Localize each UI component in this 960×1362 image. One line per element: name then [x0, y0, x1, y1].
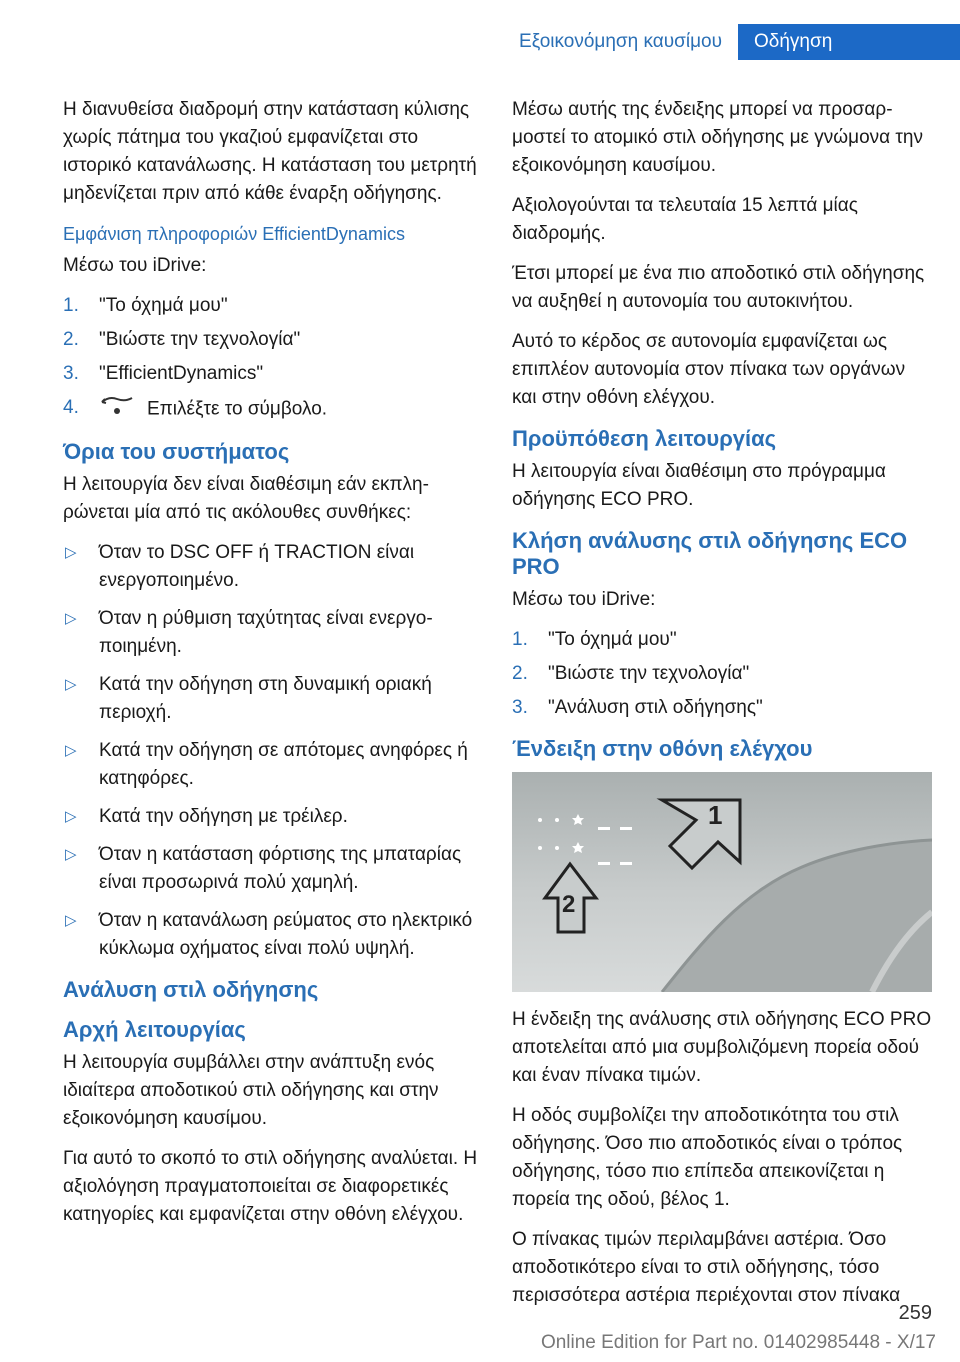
- section-tab: Εξοικονόμηση καυσίμου: [470, 24, 738, 60]
- heading-operating-principle: Αρχή λειτουργίας: [63, 1017, 246, 1042]
- condition-item: ▷ Όταν το DSC OFF ή TRACTION είναι ενεργοποιημένο.: [63, 539, 478, 595]
- step-number: 1.: [512, 629, 528, 650]
- step-number: 3.: [63, 363, 79, 384]
- heading-system-limits: Όρια του συστήματος: [63, 439, 290, 464]
- heading-prerequisite: Προϋπόθεση λειτουργίας: [512, 426, 777, 451]
- triangle-bullet-icon: ▷: [65, 808, 77, 825]
- paragraph-4: Αυτό το κέρδος σε αυτονομία εμφανίζεται ως επιπλέον αυτονομία στον πίνακα των οργάνων και στην οθόνη ελέγχου.: [512, 331, 906, 408]
- heading-driving-style-analysis: Ανάλυση στιλ οδήγησης: [63, 977, 319, 1002]
- arrow-2-label: 2: [562, 891, 576, 918]
- triangle-bullet-icon: ▷: [65, 912, 77, 929]
- step-item: [512, 626, 932, 654]
- paragraph-1: Μέσω αυτής της ένδειξης μπορεί να προσαρμοστεί το ατομικό στιλ οδήγησης με γνώμονα την εξοικονόμηση καυσίμου.: [512, 99, 923, 176]
- right-column: [512, 96, 932, 1322]
- triangle-bullet-icon: ▷: [65, 610, 77, 627]
- step-text: "Βιώστε την τεχνολογία": [99, 329, 301, 350]
- edition-footer: Online Edition for Part no. 01402985448 - X/17: [540, 1332, 936, 1353]
- step-number: 1.: [63, 295, 79, 316]
- triangle-bullet-icon: ▷: [65, 676, 77, 693]
- paragraph-7: Ο πίνακας τιμών περιλαμβάνει αστέρια. Όσο αποδοτικότερο είναι το στιλ οδήγησης, τόσο περισσότερα αστέρια περιέχονται στον πίνακα: [512, 1229, 901, 1306]
- triangle-bullet-icon: ▷: [65, 846, 77, 863]
- step-number: 2.: [63, 329, 79, 350]
- condition-item: ▷ Όταν η κατάσταση φόρτισης της μπαταρίας είναι προσωρινά πολύ χαμηλή.: [63, 841, 478, 897]
- step-item: [512, 660, 932, 688]
- step-item: [63, 394, 478, 425]
- steps-list: [63, 292, 478, 425]
- heading-call-analysis: Κλήση ανάλυσης στιλ οδήγησης ECO PRO: [512, 528, 908, 579]
- paragraph-2: Αξιολογούνται τα τελευταία 15 λεπτά μίας διαδρομής.: [512, 195, 858, 244]
- eco-pro-display-figure: [512, 772, 932, 992]
- condition-item: ▷ Κατά την οδήγηση σε απότομες ανηφόρες ή κατηφόρες.: [63, 737, 478, 793]
- step-text: "Το όχημά μου": [99, 295, 228, 316]
- principle-paragraph-2: Για αυτό το σκοπό το στιλ οδήγησης αναλύεται. Η αξιολόγηση πραγματοποιείται σε διαφορετικές κατηγορίες και εμφανίζεται στην οθόνη ελέγχου.: [63, 1148, 478, 1225]
- triangle-bullet-icon: ▷: [65, 544, 77, 561]
- limits-intro: Η λειτουργία δεν είναι διαθέσιμη εάν εκπληρώνεται μία από τις ακόλουθες συνθήκες:: [63, 474, 429, 523]
- triangle-bullet-icon: ▷: [65, 742, 77, 759]
- prerequisite-text: Η λειτουργία είναι διαθέσιμη στο πρόγραμμα οδήγησης ECO PRO.: [512, 461, 886, 510]
- step-text: "Βιώστε την τεχνολογία": [548, 663, 750, 684]
- via-idrive-label: Μέσω του iDrive:: [63, 255, 207, 276]
- arrow-1-icon: [662, 800, 740, 868]
- step-item: [63, 326, 478, 354]
- heading-display-info: Εμφάνιση πληροφοριών EfficientDynamics: [63, 224, 405, 244]
- steps-list: [512, 626, 932, 722]
- step-text: "Ανάλυση στιλ οδήγησης": [548, 697, 763, 718]
- condition-item: ▷ Κατά την οδήγηση με τρέιλερ.: [63, 803, 478, 831]
- step-number: 2.: [512, 663, 528, 684]
- chapter-tab: Οδήγηση: [738, 24, 960, 60]
- step-number: 4.: [63, 397, 79, 418]
- step-item: [63, 360, 478, 388]
- step-text: Επιλέξτε το σύμβολο.: [147, 398, 328, 420]
- paragraph-5: Η ένδειξη της ανάλυσης στιλ οδήγησης ECO PRO αποτελείται από μια συμβολιζόμενη πορεία οδού και έναν πίνακα τιμών.: [512, 1009, 932, 1086]
- page-number: 259: [898, 1302, 932, 1324]
- page-header: [0, 0, 960, 60]
- arrow-1-label: 1: [708, 800, 723, 830]
- via-idrive-label: Μέσω του iDrive:: [512, 589, 656, 610]
- left-column: [63, 96, 478, 1241]
- intro-paragraph: Η διανυθείσα διαδρομή στην κατάσταση κύλισης χωρίς πάτημα του γκαζιού εμφανίζεται στο ιστορικό κατανάλωσης. Η κατάσταση του μετρητή μηδενίζεται πριν από κάθε έναρξη οδήγησης.: [63, 99, 477, 204]
- step-text: "EfficientDynamics": [99, 363, 264, 384]
- principle-paragraph-1: Η λειτουργία συμβάλλει στην ανάπτυξη ενός ιδιαίτερα αποδοτικού στιλ οδήγησης και στην εξοικονόμηση καυσίμου.: [63, 1052, 439, 1129]
- condition-item: ▷ Όταν η ρύθμιση ταχύτητας είναι ενεργοποιημένη.: [63, 605, 478, 661]
- paragraph-3: Έτσι μπορεί με ένα πιο αποδοτικό στιλ οδήγησης να αυξηθεί η αυτονομία του αυτοκινήτου.: [512, 263, 925, 312]
- step-item: [63, 292, 478, 320]
- heading-control-display: Ένδειξη στην οθόνη ελέγχου: [512, 736, 813, 761]
- step-item: [512, 694, 932, 722]
- paragraph-6: Η οδός συμβολίζει την αποδοτικότητα του στιλ οδήγησης. Όσο πιο αποδοτικός είναι ο τρόπος οδήγησης, τόσο πιο επίπεδα απεικονίζεται η πορεία της οδού, βέλος 1.: [512, 1105, 903, 1210]
- conditions-list: [63, 539, 478, 963]
- condition-item: ▷ Κατά την οδήγηση στη δυναμική οριακή περιοχή.: [63, 671, 478, 727]
- road-illustration: [512, 772, 932, 992]
- efficientdynamics-icon: [99, 394, 135, 425]
- step-text: "Το όχημά μου": [548, 629, 677, 650]
- condition-item: ▷ Όταν η κατανάλωση ρεύματος στο ηλεκτρικό κύκλωμα οχήματος είναι πολύ υψηλή.: [63, 907, 478, 963]
- step-number: 3.: [512, 697, 528, 718]
